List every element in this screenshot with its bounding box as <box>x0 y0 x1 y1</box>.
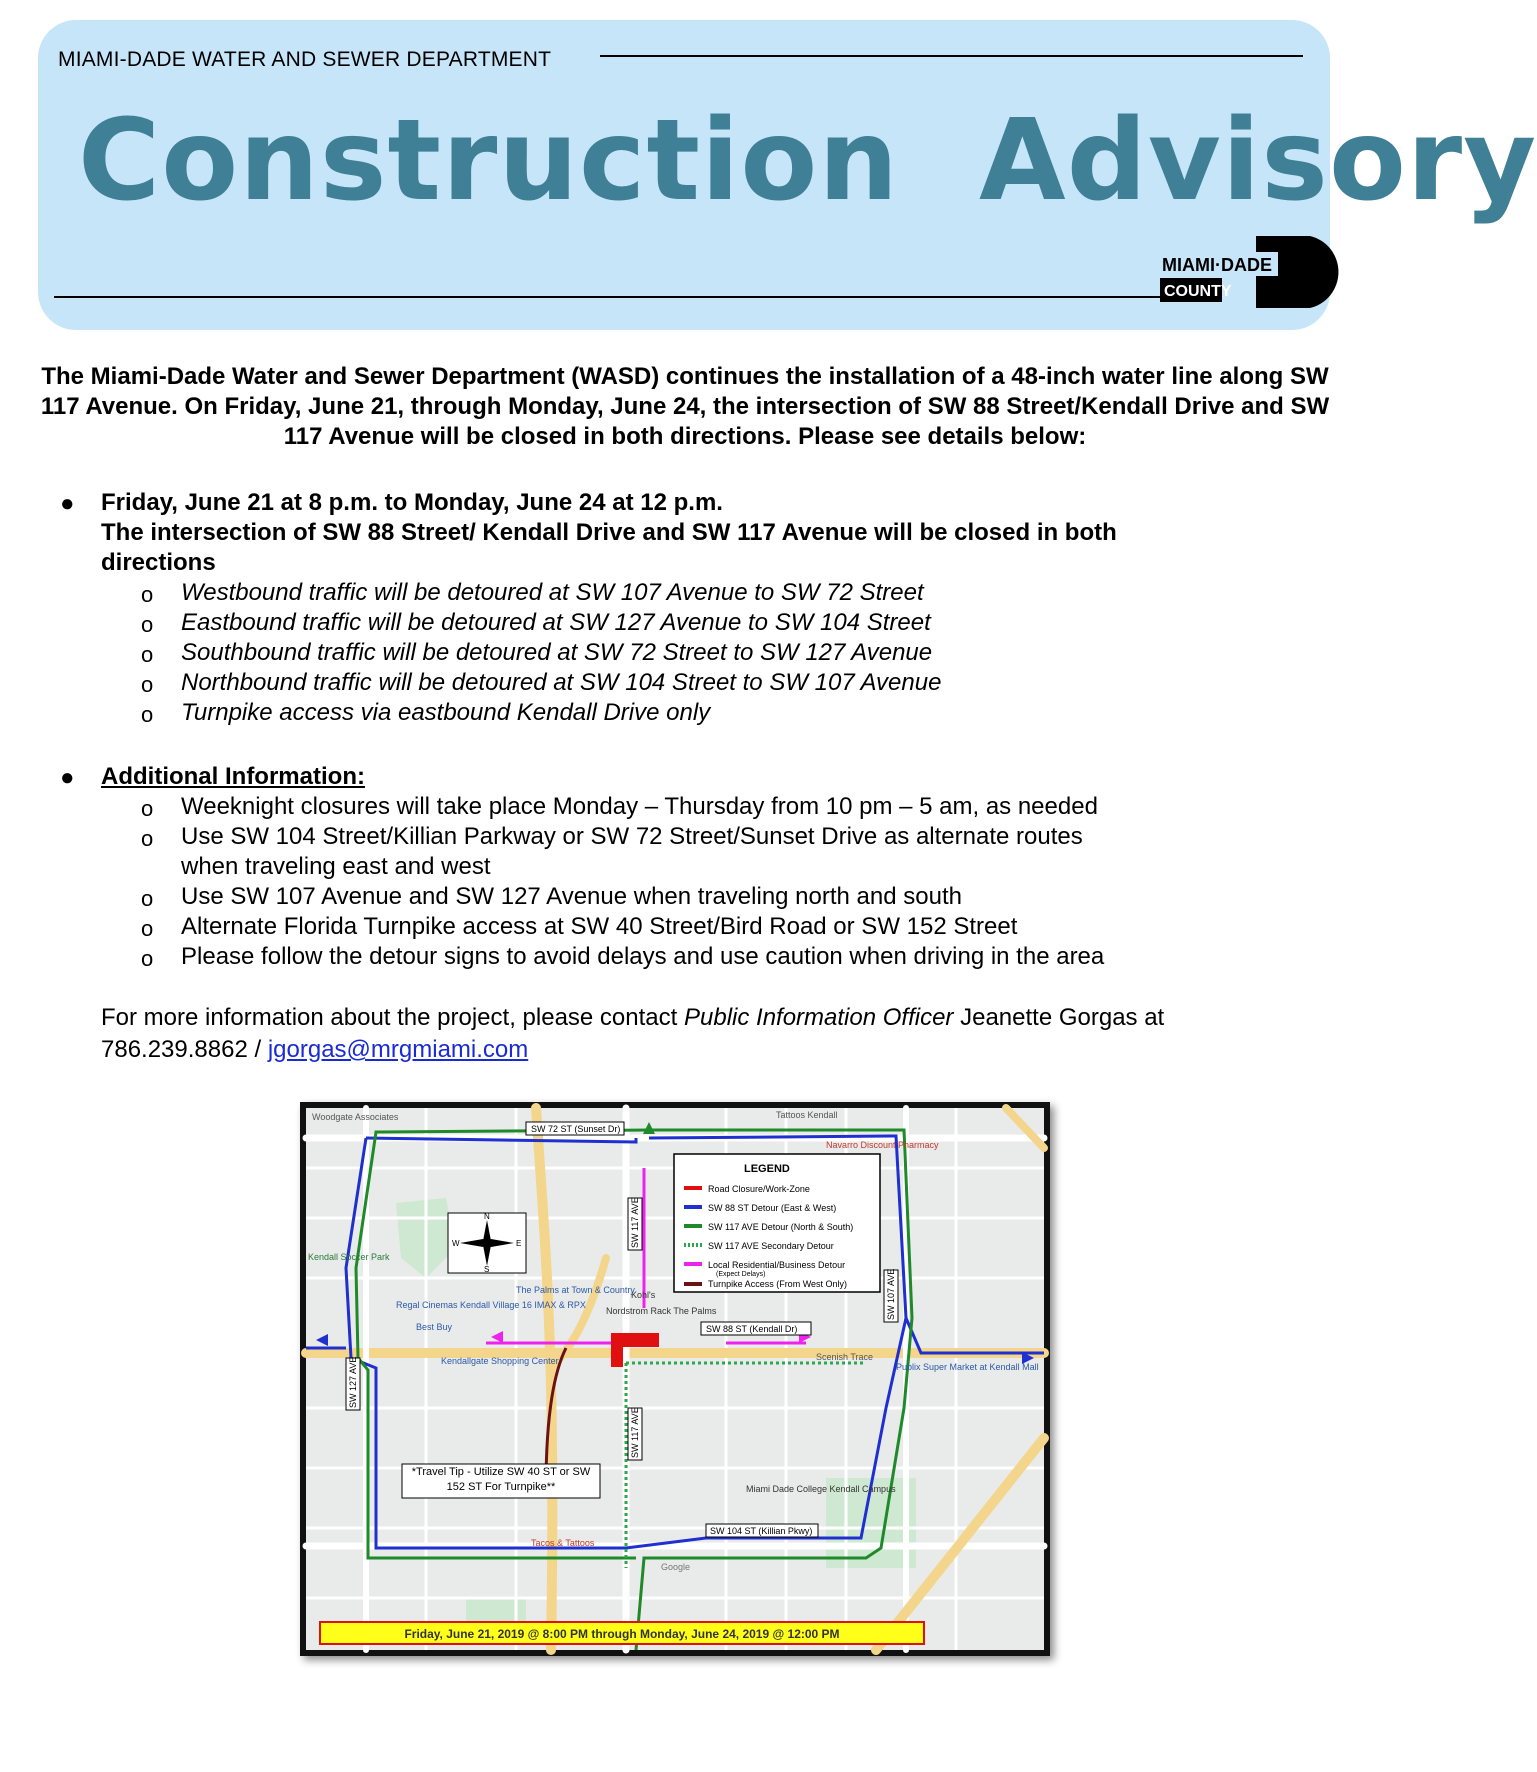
list-item: o Alternate Florida Turnpike access at SW 40 Street/Bird Road or SW 152 Street <box>141 913 1018 941</box>
road-label-sw88: SW 88 ST (Kendall Dr) <box>706 1324 798 1334</box>
detour-map <box>300 1102 1050 1656</box>
place-palms: The Palms at Town & Country <box>516 1285 635 1295</box>
list-item: o Weeknight closures will take place Monday – Thursday from 10 pm – 5 am, as needed <box>141 793 1098 821</box>
list-item: o Turnpike access via eastbound Kendall Drive only <box>141 699 711 727</box>
legend-item: Local Residential/Business Detour <box>708 1260 846 1270</box>
contact-email-link[interactable]: jgorgas@mrgmiami.com <box>267 1036 529 1063</box>
detour-map-canvas <box>306 1108 1044 1650</box>
title-word-construction: Construction <box>78 96 900 226</box>
svg-text:N: N <box>484 1212 490 1221</box>
list-item: o Westbound traffic will be detoured at SW 107 Avenue to SW 72 Street <box>141 579 924 607</box>
contact-name-phone: Jeanette Gorgas at 786.239.8862 / <box>101 1004 1165 1063</box>
intro-paragraph: The Miami-Dade Water and Sewer Department (WASD) continues the installation of a 48-inch water line along SW 117 Avenue. On Friday, June 21, through Monday, June 24, the intersection of SW 88 Street/Kendall Drive and SW 117 Avenue will be closed in both directions. Please see details below: <box>40 363 1330 450</box>
travel-tip-text: *Travel Tip - Utilize SW 40 ST or SW 152 ST For Turnpike** <box>411 1466 591 1493</box>
logo-text-county: COUNTY <box>1164 283 1232 300</box>
legend-item: SW 117 AVE Detour (North & South) <box>708 1222 854 1232</box>
legend-item: SW 88 ST Detour (East & West) <box>708 1203 837 1213</box>
department-name: MIAMI-DADE WATER AND SEWER DEPARTMENT <box>58 48 552 71</box>
legend-item-note: (Expect Delays) <box>716 1271 766 1278</box>
date-banner <box>320 1622 924 1644</box>
list-item: o Southbound traffic will be detoured at SW 72 Street to SW 127 Avenue <box>141 639 933 667</box>
contact-paragraph <box>101 1002 1181 1066</box>
road-label-sw107: SW 107 AVE <box>886 1268 896 1320</box>
place-bestbuy: Best Buy <box>416 1322 453 1332</box>
place-publix: Publix Super Market at Kendall Mall <box>896 1362 1039 1372</box>
list-item: o Eastbound traffic will be detoured at SW 127 Avenue to SW 104 Street <box>141 609 931 637</box>
place-kendall-soccer: Kendall Soccer Park <box>308 1252 390 1262</box>
place-mdc: Miami Dade College Kendall Campus <box>746 1484 896 1494</box>
road-label-sw117-north: SW 117 AVE <box>630 1197 640 1248</box>
place-woodgate: Woodgate Associates <box>312 1112 399 1122</box>
map-legend <box>674 1154 880 1292</box>
closure-detour-list <box>101 578 1301 728</box>
legend-title: LEGEND <box>744 1163 790 1175</box>
road-label-sw117-south: SW 117 AVE <box>630 1407 640 1458</box>
advisory-header <box>38 20 1537 330</box>
closure-text <box>101 488 1261 578</box>
contact-role: Public Information Officer <box>683 1004 954 1031</box>
place-navarro: Navarro Discount Pharmacy <box>826 1140 939 1150</box>
miami-dade-county-logo <box>1160 234 1350 310</box>
place-tacos: Tacos & Tattoos <box>531 1538 595 1548</box>
legend-item: SW 117 AVE Secondary Detour <box>708 1241 834 1251</box>
place-regal: Regal Cinemas Kendall Village 16 IMAX & RPX <box>396 1300 586 1310</box>
header-rule-bottom <box>54 296 1192 298</box>
place-google: Google <box>661 1562 691 1572</box>
list-item: o Use SW 104 Street/Killian Parkway or SW 72 Street/Sunset Drive as alternate routes when traveling east and west <box>141 823 1083 880</box>
place-kendallgate: Kendallgate Shopping Center <box>441 1356 559 1366</box>
bullet-dot: ● <box>60 764 75 791</box>
closure-description: The intersection of SW 88 Street/ Kendall Drive and SW 117 Avenue will be closed in both directions <box>101 519 1117 576</box>
page-title <box>78 96 1537 226</box>
place-scenish: Scenish Trace <box>816 1352 874 1362</box>
list-item: o Please follow the detour signs to avoid delays and use caution when driving in the area <box>141 943 1105 971</box>
svg-text:W: W <box>452 1239 460 1248</box>
road-label-sw104: SW 104 ST (Killian Pkwy) <box>710 1526 813 1536</box>
date-banner-text: Friday, June 21, 2019 @ 8:00 PM through Monday, June 24, 2019 @ 12:00 PM <box>404 1627 840 1641</box>
contact-prefix: For more information about the project, please contact <box>101 1004 684 1031</box>
place-tattoos: Tattoos Kendall <box>776 1110 838 1120</box>
closure-date-line: Friday, June 21 at 8 p.m. to Monday, June 24 at 12 p.m. <box>101 489 723 516</box>
road-label-sw127: SW 127 AVE <box>348 1356 358 1408</box>
svg-text:E: E <box>516 1239 522 1248</box>
travel-tip <box>402 1464 600 1498</box>
bullet-dot: ● <box>60 490 75 517</box>
legend-item: Road Closure/Work-Zone <box>708 1184 810 1194</box>
header-rule-top <box>600 55 1303 57</box>
place-nordstrom: Nordstrom Rack The Palms <box>606 1306 717 1316</box>
additional-heading: Additional Information: <box>101 763 365 790</box>
road-label-sw72: SW 72 ST (Sunset Dr) <box>531 1124 621 1134</box>
compass-rose <box>448 1212 526 1274</box>
list-item: o Northbound traffic will be detoured at SW 104 Street to SW 107 Avenue <box>141 669 942 697</box>
legend-item: Turnpike Access (From West Only) <box>708 1279 848 1289</box>
title-word-advisory: Advisory <box>979 96 1537 226</box>
list-item: o Use SW 107 Avenue and SW 127 Avenue when traveling north and south <box>141 883 962 911</box>
logo-text-miami-dade: MIAMI·DADE <box>1162 255 1272 275</box>
place-kohls: Kohl's <box>631 1290 656 1300</box>
additional-list <box>101 792 1251 972</box>
svg-text:S: S <box>484 1265 490 1274</box>
